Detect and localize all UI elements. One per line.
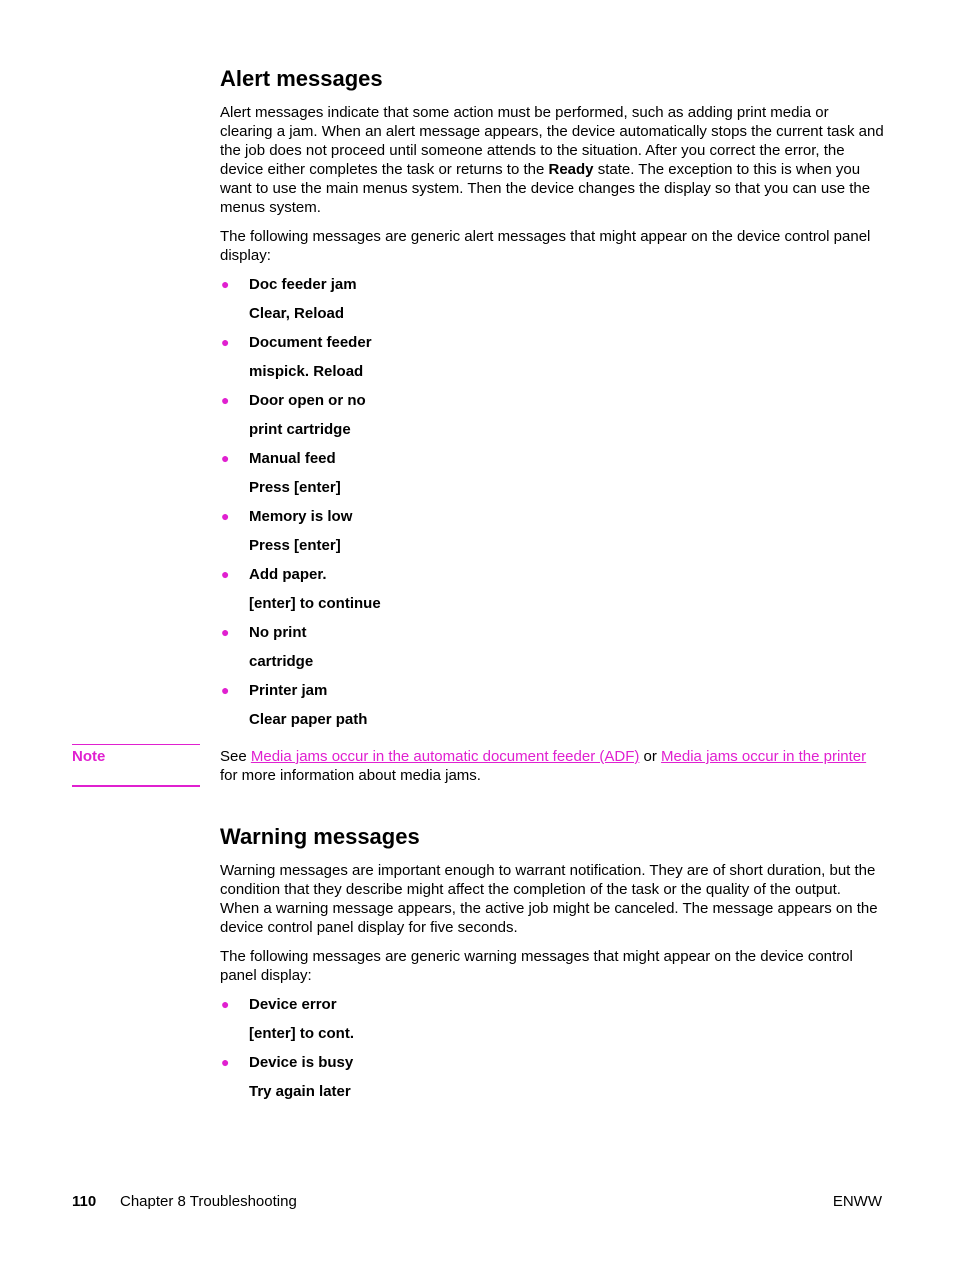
note-bottom-rule: [72, 785, 200, 787]
ready-state-term: Ready: [548, 161, 594, 178]
bullet-icon: ●: [221, 450, 230, 466]
alert-heading: Alert messages: [220, 66, 383, 91]
note-text-mid: or: [639, 748, 662, 765]
list-item: [220, 275, 884, 333]
message-line-2: [enter] to cont.: [249, 1025, 354, 1042]
list-item: [220, 623, 884, 681]
list-item: [220, 507, 884, 565]
note-top-rule: [72, 744, 200, 745]
link-printer-jams[interactable]: Media jams occur in the printer: [661, 748, 867, 765]
warning-message-list: [220, 995, 884, 1111]
message-line-1: Add paper.: [249, 566, 327, 583]
message-line-2: Clear paper path: [249, 711, 368, 728]
alert-paragraph-2: The following messages are generic alert messages that might appear on the device control panel display:: [220, 228, 871, 264]
note-label: Note: [72, 748, 106, 765]
list-item: [220, 1053, 884, 1111]
alert-section: [220, 66, 884, 739]
message-line-1: Device error: [249, 996, 337, 1013]
message-line-2: mispick. Reload: [249, 363, 364, 380]
note-body: [220, 747, 884, 785]
alert-paragraph-1: [220, 103, 884, 217]
message-line-1: Manual feed: [249, 450, 336, 467]
message-line-2: [enter] to continue: [249, 595, 381, 612]
bullet-icon: ●: [221, 276, 230, 292]
message-line-2: Press [enter]: [249, 537, 341, 554]
alert-paragraph-1-text-a: Alert messages indicate that some action must be performed, such as adding print media or clearing a jam. When an alert message appears, the device automatically stops the current task and the job does not proceed until someone attends to the situation. After you correct the error, the device either completes the task or returns to the: [220, 104, 884, 178]
bullet-icon: ●: [221, 624, 230, 640]
warning-section: [220, 824, 884, 1111]
alert-paragraph-1-text-b: state. The exception to this is when you want to use the main menus system. Then the device changes the display so that you can use the menus system.: [220, 161, 871, 216]
list-item: [220, 995, 884, 1053]
note-text-pre: See: [220, 748, 251, 765]
message-line-2: Press [enter]: [249, 479, 341, 496]
list-item: [220, 681, 884, 739]
message-line-1: Document feeder: [249, 334, 372, 351]
note-text: [220, 747, 884, 785]
message-line-1: Door open or no: [249, 392, 366, 409]
footer-right-label: ENWW: [832, 1193, 882, 1210]
list-item: [220, 449, 884, 507]
list-item: [220, 333, 884, 391]
warning-paragraph-2: The following messages are generic warning messages that might appear on the device control panel display:: [220, 948, 853, 984]
message-line-1: Printer jam: [249, 682, 328, 699]
message-line-1: Memory is low: [249, 508, 353, 525]
chapter-title: Chapter 8 Troubleshooting: [120, 1193, 297, 1210]
message-line-1: Device is busy: [249, 1054, 354, 1071]
warning-paragraph-1: Warning messages are important enough to warrant notification. They are of short duration, but the condition that they describe might affect the completion of the task or the quality of the output. When a warning message appears, the active job might be canceled. The message appears on the device control panel display for five seconds.: [220, 862, 878, 936]
bullet-icon: ●: [221, 508, 230, 524]
warning-heading: Warning messages: [220, 824, 420, 849]
message-line-2: Clear, Reload: [249, 305, 345, 322]
bullet-icon: ●: [221, 1054, 230, 1070]
message-line-2: cartridge: [249, 653, 314, 670]
message-line-2: print cartridge: [249, 421, 351, 438]
bullet-icon: ●: [221, 996, 230, 1012]
page-number: 110: [72, 1193, 97, 1210]
note-text-post: for more information about media jams.: [220, 767, 481, 784]
bullet-icon: ●: [221, 334, 230, 350]
list-item: [220, 565, 884, 623]
message-line-1: No print: [249, 624, 307, 641]
list-item: [220, 391, 884, 449]
message-line-1: Doc feeder jam: [249, 276, 357, 293]
bullet-icon: ●: [221, 682, 230, 698]
alert-message-list: [220, 275, 884, 739]
link-adf-jams[interactable]: Media jams occur in the automatic document feeder (ADF): [250, 748, 640, 765]
bullet-icon: ●: [221, 566, 230, 582]
message-line-2: Try again later: [249, 1083, 351, 1100]
bullet-icon: ●: [221, 392, 230, 408]
